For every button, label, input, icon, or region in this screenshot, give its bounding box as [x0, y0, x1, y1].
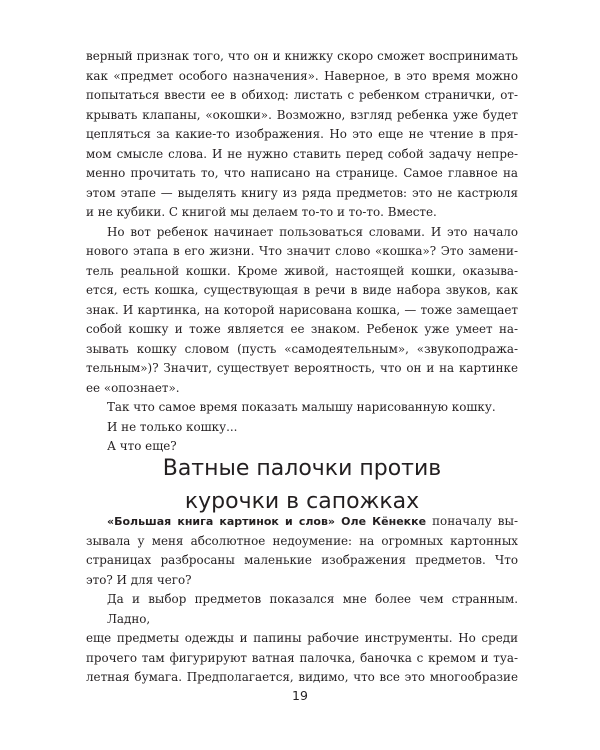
text-line: знак. И картинка, на которой нарисована кошка, — тоже замещает: [86, 302, 518, 317]
text-line: верный признак того, что он и книжку скоро сможет воспринимать: [86, 49, 518, 63]
book-title: «Большая книга картинок и слов» Оле Кёнекке: [107, 515, 427, 528]
text-line: и не кубики. С книгой мы делаем то-то и то-то. Вместе.: [86, 205, 437, 219]
page-number: 19: [292, 688, 308, 703]
text-line: мом смысле слова. И не нужно ставить перед собой задачу непре-: [86, 146, 518, 161]
heading-line: Ватные палочки против: [162, 456, 442, 481]
text-line: Но вот ребенок начинает пользоваться словами. И это начало: [107, 224, 518, 239]
text-line: этом этапе — выделять книгу из ряда предметов: это не кастрюля: [86, 185, 518, 200]
text-line: еще предметы одежды и папины рабочие инструменты. Но среди: [86, 631, 518, 645]
text-line: нового этапа в его жизни. Что значит слово «кошка»? Это замени-: [86, 244, 518, 258]
text-line: зывала у меня абсолютное недоумение: на огромных картонных: [86, 533, 518, 548]
text-line: [86, 512, 518, 532]
text-line: прочего там фигурируют ватная палочка, баночка с кремом и туа-: [86, 650, 518, 665]
text-line: это? И для чего?: [86, 572, 192, 587]
text-line: Да и выбор предметов показался мне более чем странным. Ладно,: [107, 592, 518, 626]
text-line: зывать кошку словом (пусть «самодеятельным», «звукоподража-: [86, 341, 518, 356]
section-heading: [86, 452, 518, 518]
text-line: И не только кошку...: [107, 419, 238, 434]
text-line: тельным»)? Значит, существует вероятность, что он и на картинке: [86, 361, 518, 375]
text-line: ется, есть кошка, существующая в речи в виде набора звуков, как: [86, 283, 518, 297]
body-text: [86, 47, 518, 457]
text-line: как «предмет особого назначения». Наверное, в это время можно: [86, 68, 518, 83]
text-line: менно прочитать то, что написано на странице. Самое главное на: [86, 166, 518, 180]
text-line: ее «опознает».: [86, 380, 180, 395]
text-line: летная бумага. Предполагается, видимо, что все это многообразие: [86, 670, 518, 684]
text-line: Так что самое время показать малышу нарисованную кошку.: [107, 400, 496, 414]
text-fragment: поначалу вы-: [426, 514, 518, 528]
text-line: крывать клапаны, «окошки». Возможно, взгляд ребенка уже будет: [86, 107, 518, 122]
heading-line: курочки в сапожках: [184, 489, 420, 514]
text-line: цепляться за какие-то изображения. Но это еще не чтение в пря-: [86, 127, 518, 141]
text-line: попытаться ввести ее в обиход: листать с ребенком странички, от-: [86, 88, 518, 102]
section-text: [86, 512, 518, 688]
text-line: А что еще?: [107, 439, 177, 453]
text-line: страницах разбросаны маленькие изображения предметов. Что: [86, 553, 518, 567]
text-line: тель реальной кошки. Кроме живой, настоящей кошки, оказыва-: [86, 263, 518, 278]
text-line: собой кошку и тоже является ее знаком. Ребенок уже умеет на-: [86, 322, 518, 336]
